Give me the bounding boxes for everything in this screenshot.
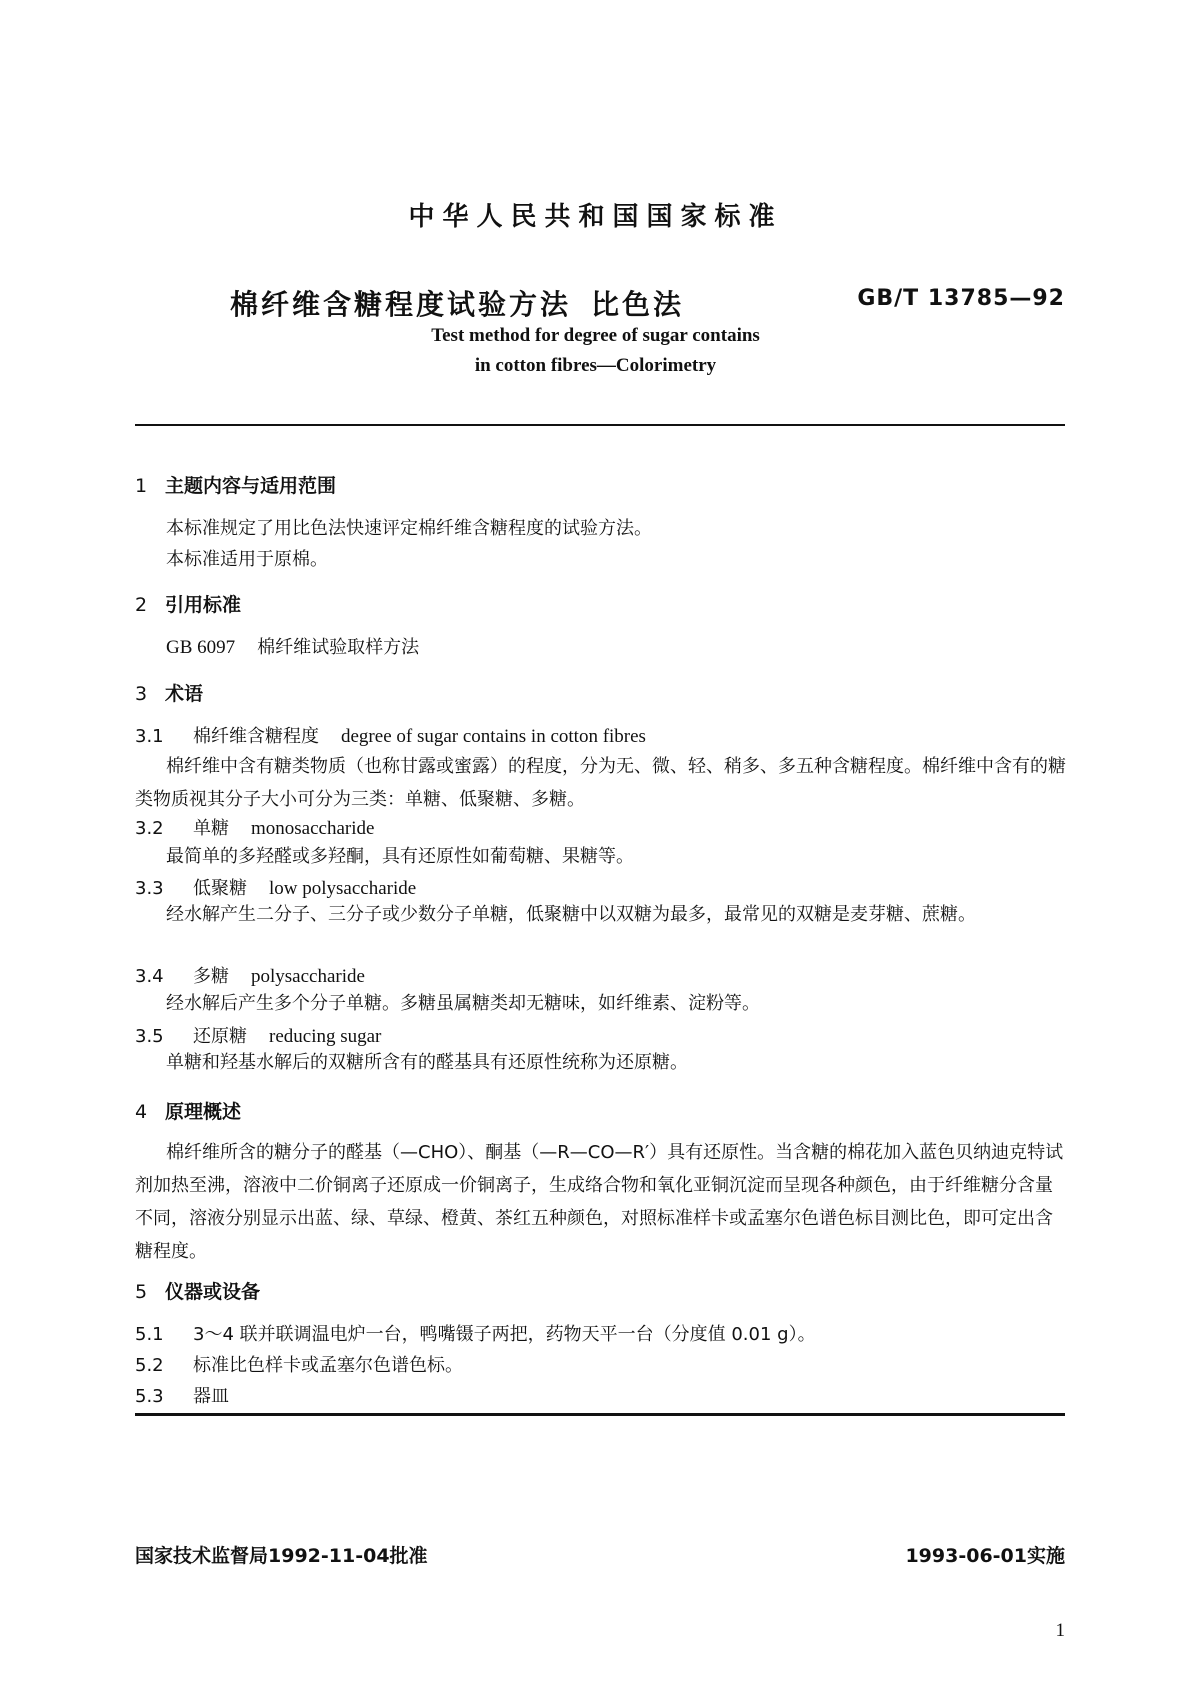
- effective-date: 1993-06-01实施: [905, 1545, 1065, 1567]
- term-cn: 还原糖: [193, 1026, 247, 1047]
- page-number: 1: [1055, 1620, 1065, 1641]
- term-3-3: [135, 874, 416, 900]
- section-number: 5: [135, 1281, 148, 1303]
- item-number: 5.2: [135, 1355, 164, 1376]
- item-text: 标准比色样卡或孟塞尔色谱色标。: [193, 1355, 463, 1376]
- section-3-heading: [135, 679, 203, 706]
- term-number: 3.5: [135, 1026, 164, 1047]
- equipment-item-5-2: [135, 1351, 463, 1377]
- term-number: 3.3: [135, 878, 164, 899]
- referenced-standard-code: GB 6097: [166, 637, 236, 658]
- equipment-item-5-1: [135, 1320, 816, 1346]
- document-title-main: 棉纤维含糖程度试验方法: [230, 288, 572, 321]
- term-cn: 棉纤维含糖程度: [193, 726, 319, 747]
- term-cn: 单糖: [193, 818, 229, 839]
- section-1-heading: [135, 471, 336, 498]
- section-number: 3: [135, 683, 148, 705]
- term-3-2: [135, 814, 374, 840]
- term-en: degree of sugar contains in cotton fibres: [341, 726, 646, 747]
- term-cn: 低聚糖: [193, 878, 247, 899]
- english-title-line2: in cotton fibres—Colorimetry: [474, 355, 717, 376]
- english-title-line1: Test method for degree of sugar contains: [431, 325, 760, 346]
- document-title-method: 比色法: [591, 288, 685, 321]
- standard-number: GB/T 13785—92: [857, 286, 1065, 311]
- term-3-1: [135, 722, 646, 748]
- item-text: 3～4 联并联调温电炉一台，鸭嘴镊子两把，药物天平一台（分度值 0.01 g）。: [193, 1324, 816, 1345]
- document-title: [230, 283, 684, 323]
- equipment-item-5-3: [135, 1382, 229, 1408]
- referenced-standard: [166, 632, 419, 664]
- approval-date: 国家技术监督局1992-11-04批准: [135, 1545, 428, 1567]
- term-3-4-description: 经水解后产生多个分子单糖。多糖虽属糖类却无糖味，如纤维素、淀粉等。: [166, 993, 760, 1014]
- section-title: 原理概述: [165, 1101, 242, 1123]
- term-number: 3.2: [135, 818, 164, 839]
- footer-divider: [135, 1413, 1065, 1416]
- section-title: 主题内容与适用范围: [165, 475, 337, 497]
- section-1-paragraph-1: 本标准规定了用比色法快速评定棉纤维含糖程度的试验方法。: [166, 518, 652, 539]
- item-number: 5.3: [135, 1386, 164, 1407]
- term-en: reducing sugar: [269, 1026, 382, 1047]
- section-number: 1: [135, 475, 148, 497]
- term-3-1-description: 棉纤维中含有糖类物质（也称甘露或蜜露）的程度，分为无、微、轻、稍多、多五种含糖程度。棉纤维中含有的糖类物质视其分子大小可分为三类：单糖、低聚糖、多糖。: [135, 756, 1066, 810]
- section-4-description: 棉纤维所含的糖分子的醛基（—CHO）、酮基（—R—CO—R′）具有还原性。当含糖的棉花加入蓝色贝纳迪克特试剂加热至沸，溶液中二价铜离子还原成一价铜离子，生成络合物和氧化亚铜沉淀而呈现各种颜色，由于纤维糖分含量不同，溶液分别显示出蓝、绿、草绿、橙黄、茶红五种颜色，对照标准样卡或孟塞尔色谱色标目测比色，即可定出含糖程度。: [135, 1142, 1064, 1262]
- title-divider: [135, 424, 1065, 426]
- item-number: 5.1: [135, 1324, 164, 1345]
- term-3-5-description: 单糖和羟基水解后的双糖所含有的醛基具有还原性统称为还原糖。: [166, 1052, 688, 1073]
- term-en: polysaccharide: [251, 966, 365, 987]
- referenced-standard-title: 棉纤维试验取样方法: [257, 637, 420, 658]
- term-3-2-description: 最简单的多羟醛或多羟酮，具有还原性如葡萄糖、果糖等。: [166, 846, 634, 867]
- term-3-5: [135, 1022, 381, 1048]
- item-text: 器皿: [193, 1386, 229, 1407]
- term-3-4: [135, 962, 365, 988]
- term-en: monosaccharide: [251, 818, 375, 839]
- term-number: 3.4: [135, 966, 164, 987]
- section-number: 4: [135, 1101, 148, 1123]
- section-number: 2: [135, 594, 148, 616]
- term-cn: 多糖: [193, 966, 229, 987]
- term-3-3-description: 经水解产生二分子、三分子或少数分子单糖，低聚糖中以双糖为最多，最常见的双糖是麦芽糖、蔗糖。: [166, 904, 976, 925]
- section-title: 术语: [165, 683, 204, 705]
- section-4-heading: [135, 1097, 241, 1124]
- term-number: 3.1: [135, 726, 164, 747]
- term-en: low polysaccharide: [269, 878, 417, 899]
- section-title: 引用标准: [165, 594, 242, 616]
- section-2-heading: [135, 590, 241, 617]
- section-5-heading: [135, 1277, 260, 1304]
- section-title: 仪器或设备: [165, 1281, 261, 1303]
- national-standard-heading: 中华人民共和国国家标准: [408, 202, 783, 232]
- section-1-paragraph-2: 本标准适用于原棉。: [166, 549, 328, 570]
